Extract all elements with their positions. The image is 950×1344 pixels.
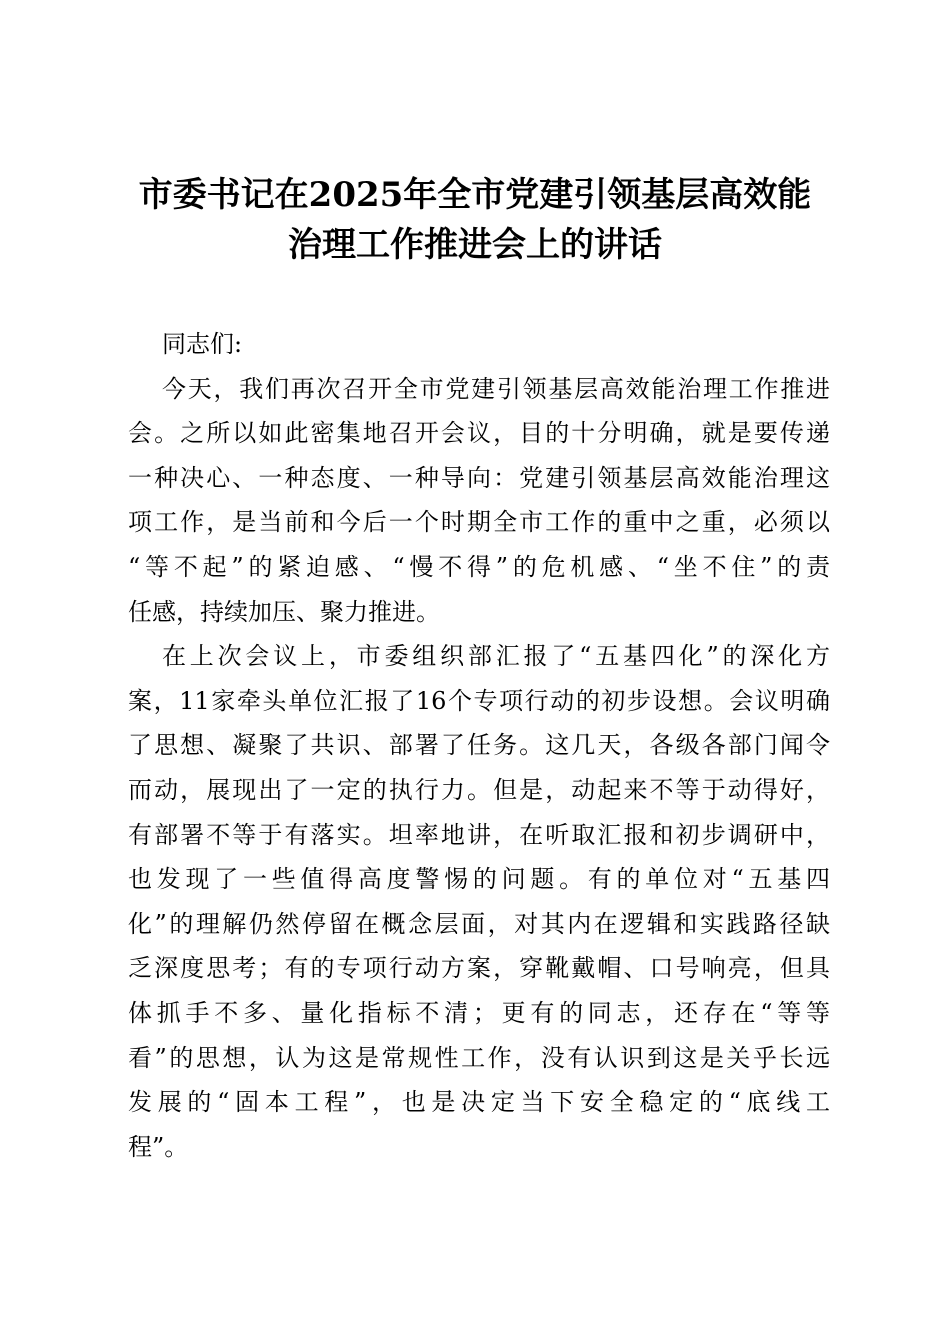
paragraph-line: 会。之所以如此密集地召开会议，目的十分明确，就是要传递 <box>128 419 830 448</box>
salutation: 同志们: <box>162 330 243 358</box>
paragraph-line: 体抓手不多、量化指标不清；更有的同志，还存在“等等 <box>128 998 830 1027</box>
paragraph-line: 项工作，是当前和今后一个时期全市工作的重中之重，必须以 <box>128 508 830 537</box>
paragraph-1 <box>128 367 830 635</box>
document-body <box>128 322 830 1169</box>
paragraph-line: 案，11家牵头单位汇报了16个专项行动的初步设想。会议明确 <box>128 686 830 715</box>
paragraph-line: “等不起”的紧迫感、“慢不得”的危机感、“坐不住”的责 <box>128 552 830 581</box>
paragraph-line: 乏深度思考；有的专项行动方案，穿靴戴帽、口号响亮，但具 <box>128 954 830 983</box>
paragraph-line: 有部署不等于有落实。坦率地讲，在听取汇报和初步调研中， <box>128 820 830 849</box>
paragraph-line: 看”的思想，认为这是常规性工作，没有认识到这是关乎长远 <box>128 1043 830 1072</box>
paragraph-line: 而动，展现出了一定的执行力。但是，动起来不等于动得好， <box>128 775 830 804</box>
paragraph-line: 今天，我们再次召开全市党建引领基层高效能治理工作推进 <box>162 374 830 403</box>
paragraph-line: 在上次会议上，市委组织部汇报了“五基四化”的深化方 <box>162 642 830 671</box>
document-title-line-2: 治理工作推进会上的讲话 <box>288 225 662 265</box>
paragraph-line: 任感，持续加压、聚力推进。 <box>128 597 440 626</box>
paragraph-line: 发展的“固本工程”，也是决定当下安全稳定的“底线工 <box>128 1088 830 1117</box>
paragraph-2 <box>128 634 830 1169</box>
paragraph-line: 程”。 <box>128 1132 189 1161</box>
paragraph-line: 一种决心、一种态度、一种导向：党建引领基层高效能治理这 <box>128 463 830 492</box>
paragraph-line: 了思想、凝聚了共识、部署了任务。这几天，各级各部门闻令 <box>128 731 830 760</box>
paragraph-line: 化”的理解仍然停留在概念层面，对其内在逻辑和实践路径缺 <box>128 909 830 938</box>
paragraph-line: 也发现了一些值得高度警惕的问题。有的单位对“五基四 <box>128 865 830 894</box>
document-title-line-1: 市委书记在2025年全市党建引领基层高效能 <box>138 175 812 215</box>
